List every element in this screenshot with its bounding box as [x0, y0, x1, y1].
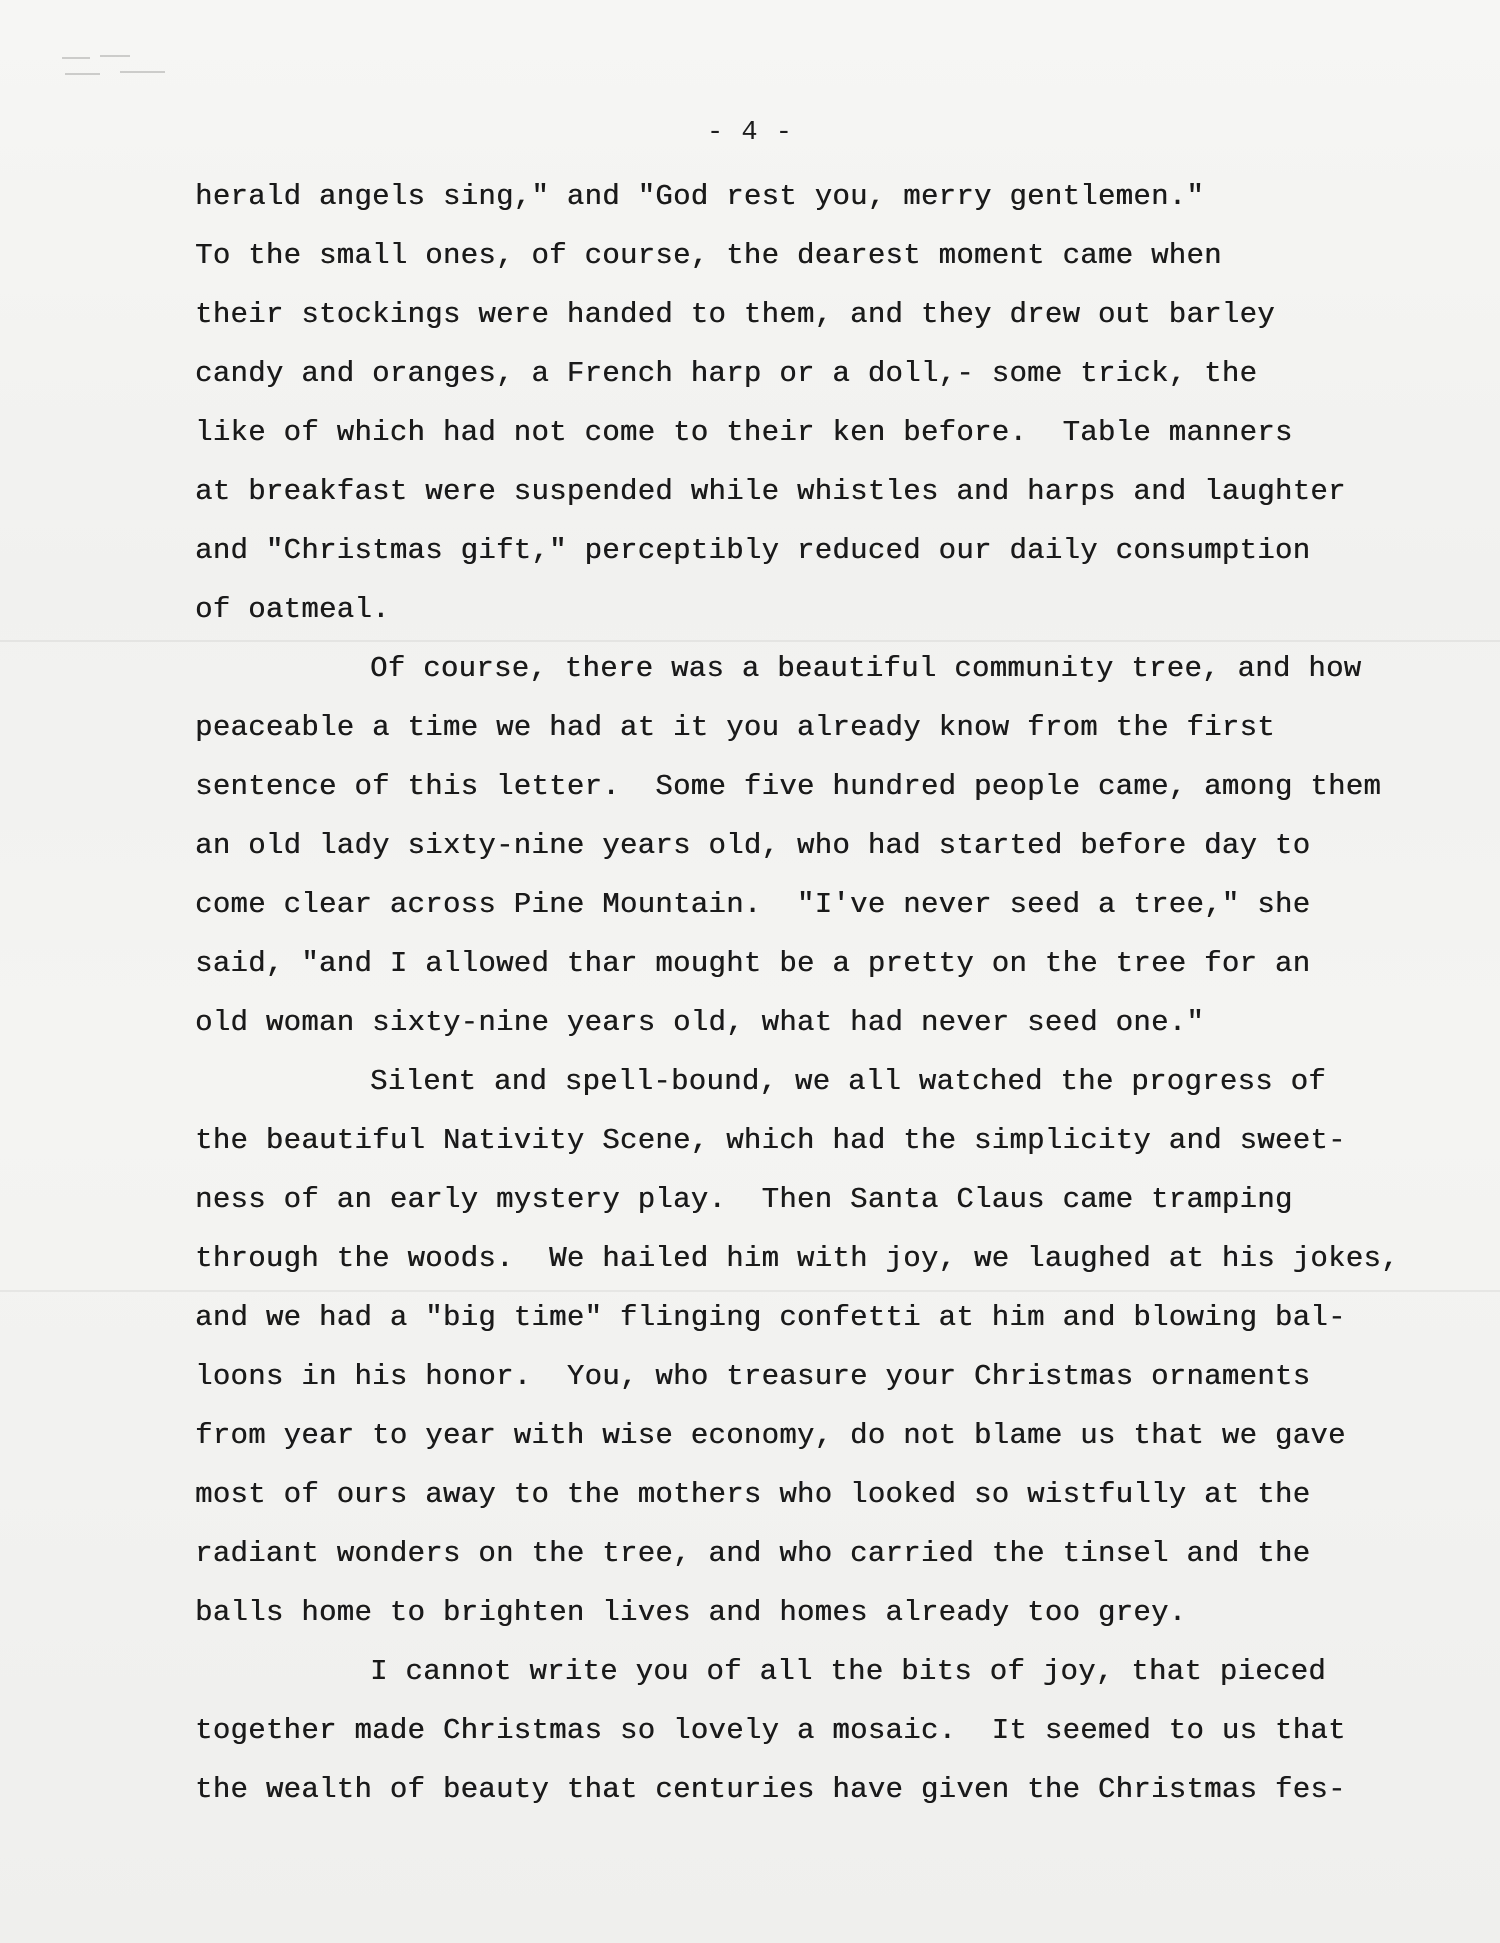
- text-line: Of course, there was a beautiful community tree, and how: [370, 652, 1362, 685]
- text-line: together made Christmas so lovely a mosaic. It seemed to us that: [195, 1714, 1346, 1747]
- paper-fold: [0, 640, 1500, 642]
- text-line: from year to year with wise economy, do not blame us that we gave: [195, 1419, 1346, 1452]
- text-line: herald angels sing," and "God rest you, merry gentlemen.": [195, 180, 1205, 213]
- ink-smudge: [60, 52, 170, 82]
- text-line: and "Christmas gift," perceptibly reduced our daily consumption: [195, 534, 1311, 567]
- text-line: the wealth of beauty that centuries have given the Christmas fes-: [195, 1773, 1346, 1806]
- text-line: I cannot write you of all the bits of joy, that pieced: [370, 1655, 1326, 1688]
- text-line: sentence of this letter. Some five hundred people came, among them: [195, 770, 1382, 803]
- text-line: Silent and spell-bound, we all watched the progress of: [370, 1065, 1326, 1098]
- text-line: candy and oranges, a French harp or a doll,- some trick, the: [195, 357, 1258, 390]
- text-line: said, "and I allowed thar mought be a pretty on the tree for an: [195, 947, 1311, 980]
- text-line: the beautiful Nativity Scene, which had the simplicity and sweet-: [195, 1124, 1346, 1157]
- text-line: their stockings were handed to them, and they drew out barley: [195, 298, 1275, 331]
- text-line: at breakfast were suspended while whistles and harps and laughter: [195, 475, 1346, 508]
- text-line: like of which had not come to their ken before. Table manners: [195, 416, 1293, 449]
- text-line: ness of an early mystery play. Then Santa Claus came tramping: [195, 1183, 1293, 1216]
- page-number: - 4 -: [706, 118, 793, 148]
- text-line: come clear across Pine Mountain. "I've never seed a tree," she: [195, 888, 1311, 921]
- paper-fold: [0, 1290, 1500, 1292]
- text-line: and we had a "big time" flinging confetti at him and blowing bal-: [195, 1301, 1346, 1334]
- text-line: radiant wonders on the tree, and who carried the tinsel and the: [195, 1537, 1311, 1570]
- text-line: most of ours away to the mothers who looked so wistfully at the: [195, 1478, 1311, 1511]
- text-line: of oatmeal.: [195, 593, 390, 626]
- text-line: To the small ones, of course, the dearest moment came when: [195, 239, 1222, 272]
- text-line: loons in his honor. You, who treasure your Christmas ornaments: [195, 1360, 1311, 1393]
- text-line: old woman sixty-nine years old, what had never seed one.": [195, 1006, 1205, 1039]
- text-line: an old lady sixty-nine years old, who had started before day to: [195, 829, 1311, 862]
- text-line: balls home to brighten lives and homes already too grey.: [195, 1596, 1187, 1629]
- text-line: through the woods. We hailed him with joy, we laughed at his jokes,: [195, 1242, 1399, 1275]
- text-line: peaceable a time we had at it you already know from the first: [195, 711, 1275, 744]
